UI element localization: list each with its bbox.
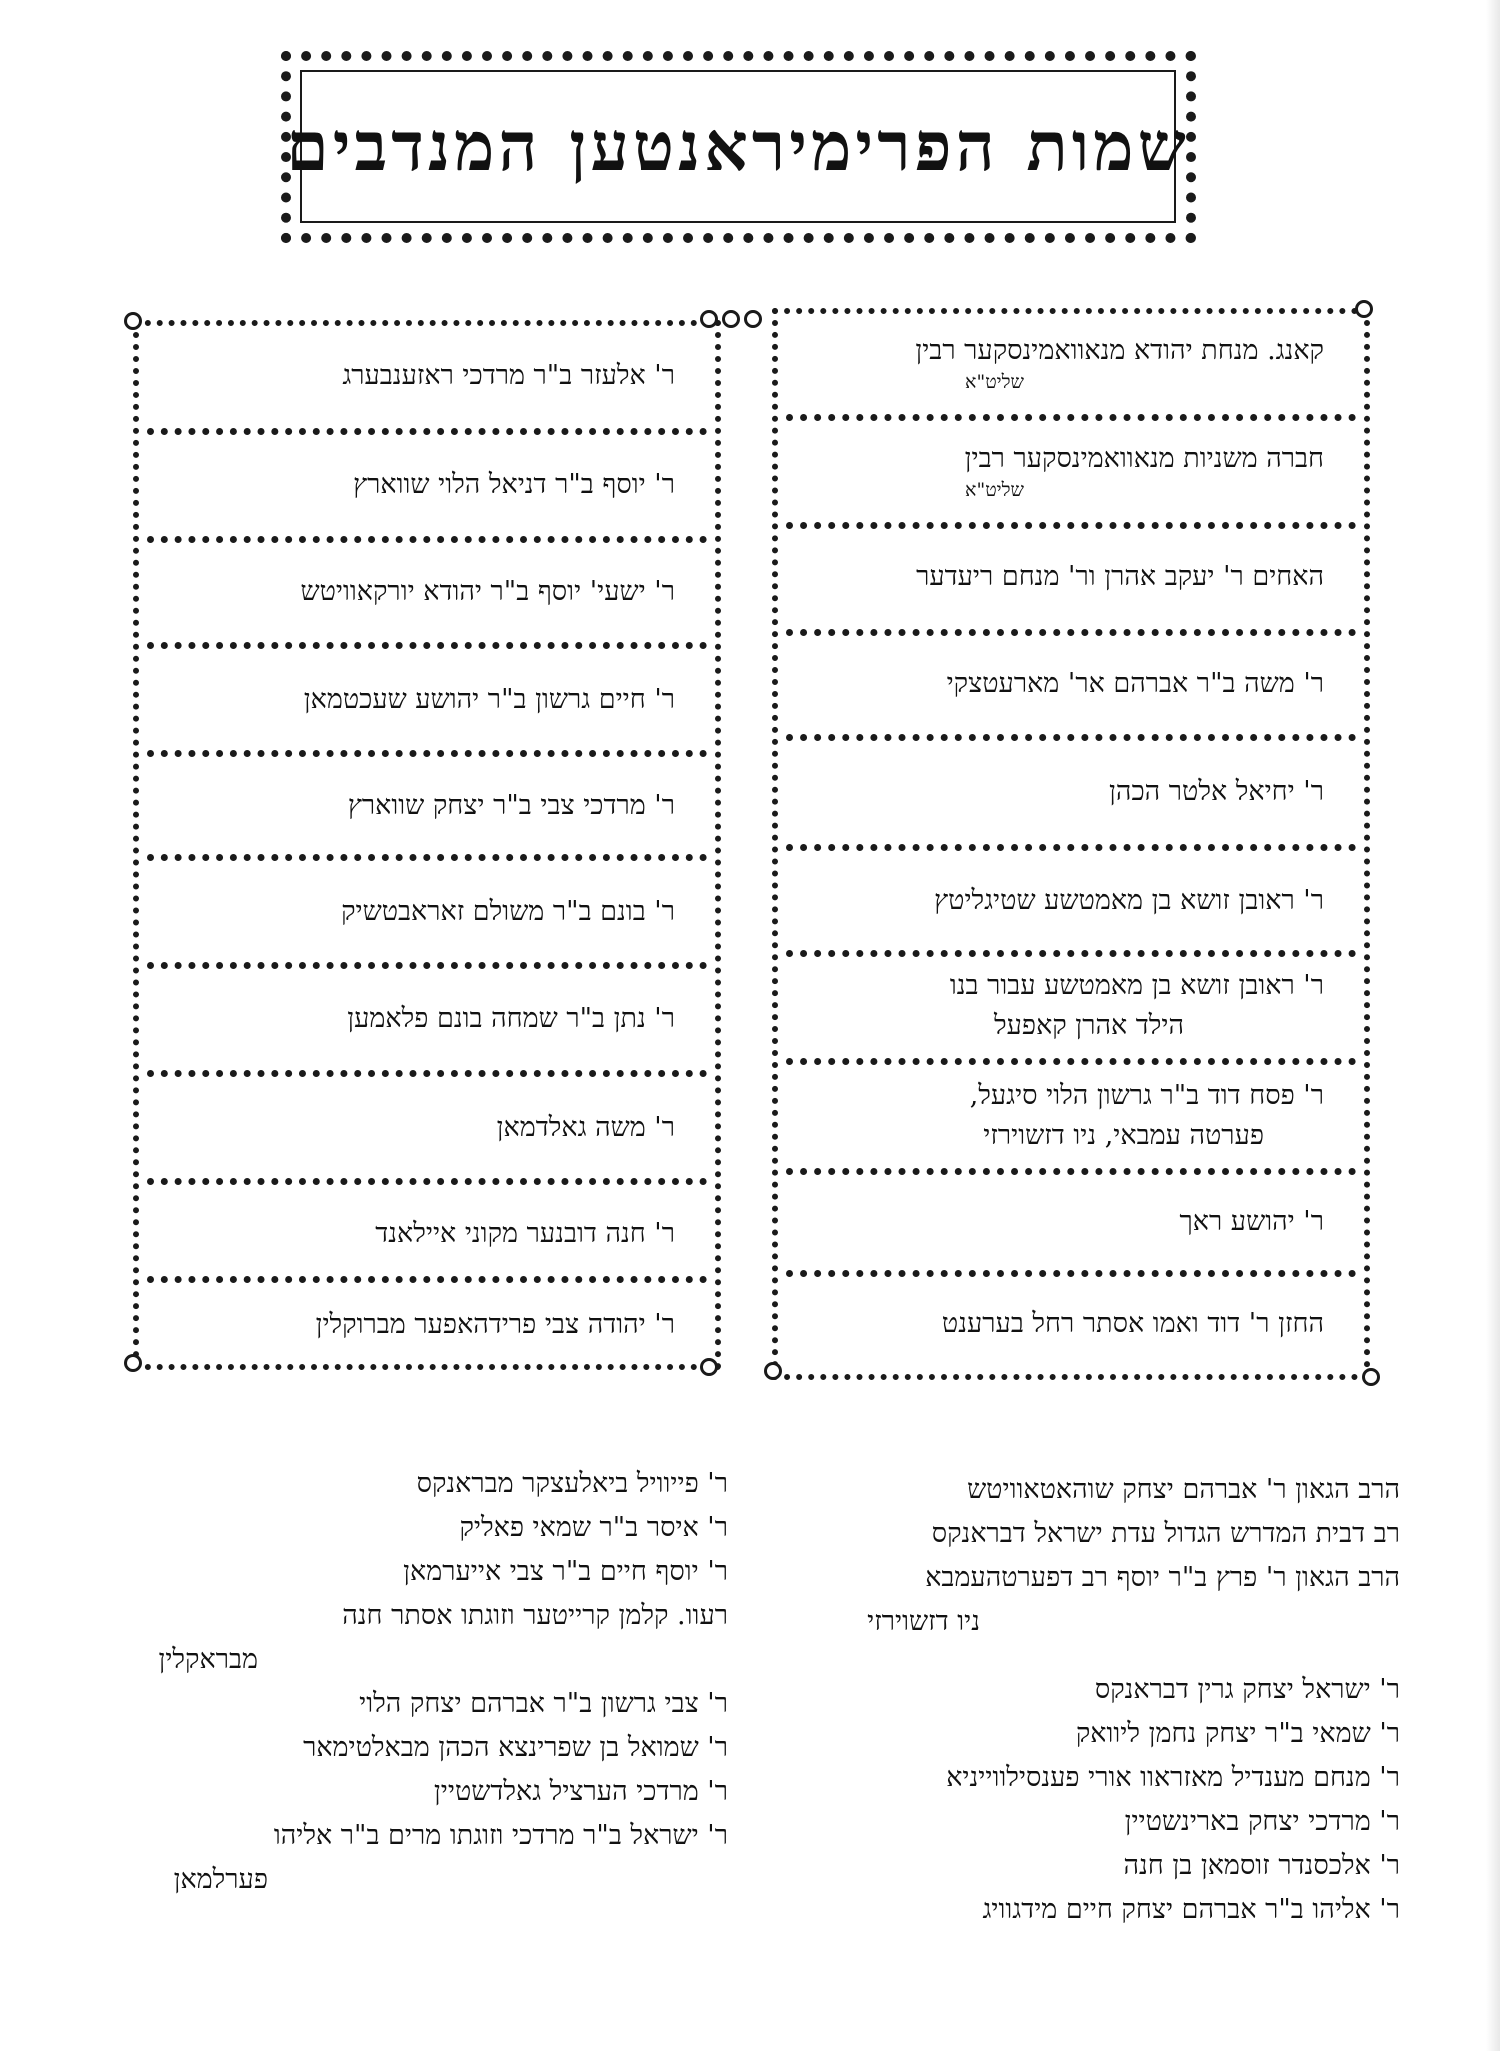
donor-name: ר' בונם ב"ר משולם זאראבטשיק [341, 896, 675, 927]
donor-name: ר' נתן ב"ר שמחה בונם פלאמען [347, 1003, 675, 1034]
donor-box [796, 1176, 1346, 1268]
donor-name: ר' ישעי' יוסף ב"ר יהודא יורקאוויטש [300, 576, 675, 607]
box-divider [147, 428, 707, 435]
list-item: ניו דזשוירזי [867, 1606, 980, 1637]
donor-box [157, 758, 697, 854]
box-divider [786, 1270, 1356, 1277]
box-divider [786, 734, 1356, 741]
box-divider [786, 629, 1356, 636]
page-edge-shadow [1486, 0, 1500, 2051]
list-item: ר' אליהו ב"ר אברהם יצחק חיים מידגוויג [982, 1894, 1400, 1925]
box-divider [786, 414, 1356, 421]
donor-box [157, 1186, 697, 1282]
donor-box [157, 970, 697, 1068]
list-item: ר' יוסף חיים ב"ר צבי אייערמאן [403, 1556, 728, 1587]
donor-name: ר' חנה דובנער מקוני איילאנד [375, 1218, 675, 1249]
list-item: פערלמאן [173, 1864, 268, 1895]
donor-name: חברה משניות מנאוואמינסקער רבין [964, 442, 1324, 474]
donor-name: קאנג. מנחת יהודא מנאוואמינסקער רבין [915, 335, 1324, 366]
donor-name: ר' ראובן זושא בן מאמטשע שטיגליטץ [934, 885, 1324, 916]
box-divider [786, 522, 1356, 529]
donor-note: שליט"א [965, 371, 1024, 393]
donor-name: החזן ר' דוד ואמו אסתר רחל בערענט [941, 1308, 1324, 1339]
list-item: ר' מרדכי יצחק בארינשטיין [1124, 1806, 1400, 1837]
box-divider [786, 1058, 1356, 1065]
list-item: ר' איסר ב"ר שמאי פאליק [459, 1512, 728, 1543]
ornament-ring [700, 310, 718, 328]
donor-box [796, 1278, 1346, 1370]
box-divider [147, 1178, 707, 1185]
donor-box [796, 852, 1346, 950]
donor-box [796, 529, 1346, 624]
donor-name: ר' יחיאל אלטר הכהן [1109, 776, 1324, 807]
donor-box [157, 326, 697, 426]
ornament-ring [124, 312, 142, 330]
box-divider [147, 536, 707, 543]
box-divider [147, 854, 707, 861]
donor-name: ר' פסח דוד ב"ר גרשון הלוי סיגעל, [969, 1080, 1324, 1111]
title-box [286, 70, 1190, 223]
ornament-ring [124, 1354, 142, 1372]
ornament-ring [1355, 300, 1373, 318]
ornament-ring [764, 1362, 782, 1380]
donor-box [157, 650, 697, 750]
donor-box [796, 422, 1346, 517]
list-item: ר' ישראל ב"ר מרדכי וזוגתו מרים ב"ר אליהו [273, 1820, 728, 1851]
left-donor-column [133, 320, 721, 1370]
donor-name-cont: הילד אהרן קאפעל [994, 1010, 1184, 1041]
list-item: מבראקלין [158, 1644, 258, 1675]
page-title: שמות הפרימיראנטען המנדבים [286, 106, 1190, 187]
right-donor-column [772, 308, 1370, 1380]
left-donor-list [130, 1462, 728, 1902]
donor-name: ר' יהודה צבי פרידהאפער מברוקלין [315, 1309, 675, 1340]
donor-box [796, 316, 1346, 408]
donor-name: ר' משה גאלדמאן [496, 1112, 675, 1143]
box-divider [147, 1070, 707, 1077]
donor-name: ר' מרדכי צבי ב"ר יצחק שווארץ [347, 790, 675, 821]
donor-box [157, 544, 697, 640]
list-item: ר' שמואל בן שפרינצא הכהן מבאלטימאר [303, 1732, 728, 1763]
list-item: ר' מרדכי הערציל גאלדשטיין [433, 1776, 728, 1807]
donor-name: האחים ר' יעקב אהרן ור' מנחם ריעדער [916, 560, 1324, 592]
right-donor-list [780, 1468, 1400, 1932]
list-item: ר' מנחם מענדיל מאזראוו אורי פענסילווייניא [946, 1762, 1400, 1793]
list-item: ר' צבי גרשון ב"ר אברהם יצחק הלוי [359, 1688, 728, 1719]
box-divider [786, 1168, 1356, 1175]
donor-box [796, 636, 1346, 731]
donor-box [796, 742, 1346, 842]
donor-name: ר' יהושע ראך [1179, 1206, 1324, 1237]
list-item: ר' אלכסנדר זוסמאן בן חנה [1123, 1850, 1400, 1881]
donor-box [796, 956, 1346, 1056]
donor-note: שליט"א [965, 478, 1024, 501]
donor-box [796, 1066, 1346, 1166]
donor-name: ר' יוסף ב"ר דניאל הלוי שווארץ [353, 469, 675, 500]
ornament-ring [722, 310, 740, 328]
list-item: הרב הגאון ר' פרץ ב"ר יוסף רב דפערטהעמבא [925, 1562, 1400, 1593]
ornament-ring [744, 310, 762, 328]
box-divider [786, 844, 1356, 851]
donor-name: ר' משה ב"ר אברהם אר' מארעטצקי [946, 667, 1324, 699]
list-item: הרב הגאון ר' אברהם יצחק שוהאטאוויטש [967, 1474, 1400, 1505]
box-divider [147, 642, 707, 649]
list-item: ר' ישראל יצחק גרין דבראנקס [1094, 1674, 1400, 1705]
list-item: רעוו. קלמן קרייטער וזוגתו אסתר חנה [342, 1600, 728, 1631]
donor-name: ר' אלעזר ב"ר מרדכי ראזענבערג [342, 360, 675, 391]
donor-name: ר' ראובן זושא בן מאמטשע עבור בנו [949, 970, 1324, 1001]
list-item: רב דבית המדרש הגדול עדת ישראל דבראנקס [931, 1518, 1400, 1549]
ornament-ring [700, 1358, 718, 1376]
box-divider [147, 750, 707, 757]
list-item: ר' שמאי ב"ר יצחק נחמן ליוואק [1075, 1718, 1400, 1749]
donor-name: ר' חיים גרשון ב"ר יהושע שעכטמאן [303, 684, 675, 715]
donor-box [157, 1078, 697, 1178]
list-item: ר' פייוויל ביאלעצקר מבראנקס [416, 1468, 728, 1499]
donor-box [157, 862, 697, 962]
donor-name-cont: פערטה עמבאי, ניו דזשוירזי [983, 1120, 1264, 1151]
list-gap [780, 1644, 1400, 1668]
donor-box [157, 436, 697, 534]
ornament-ring [1362, 1368, 1380, 1386]
box-divider [147, 962, 707, 969]
donor-box [157, 1282, 697, 1368]
